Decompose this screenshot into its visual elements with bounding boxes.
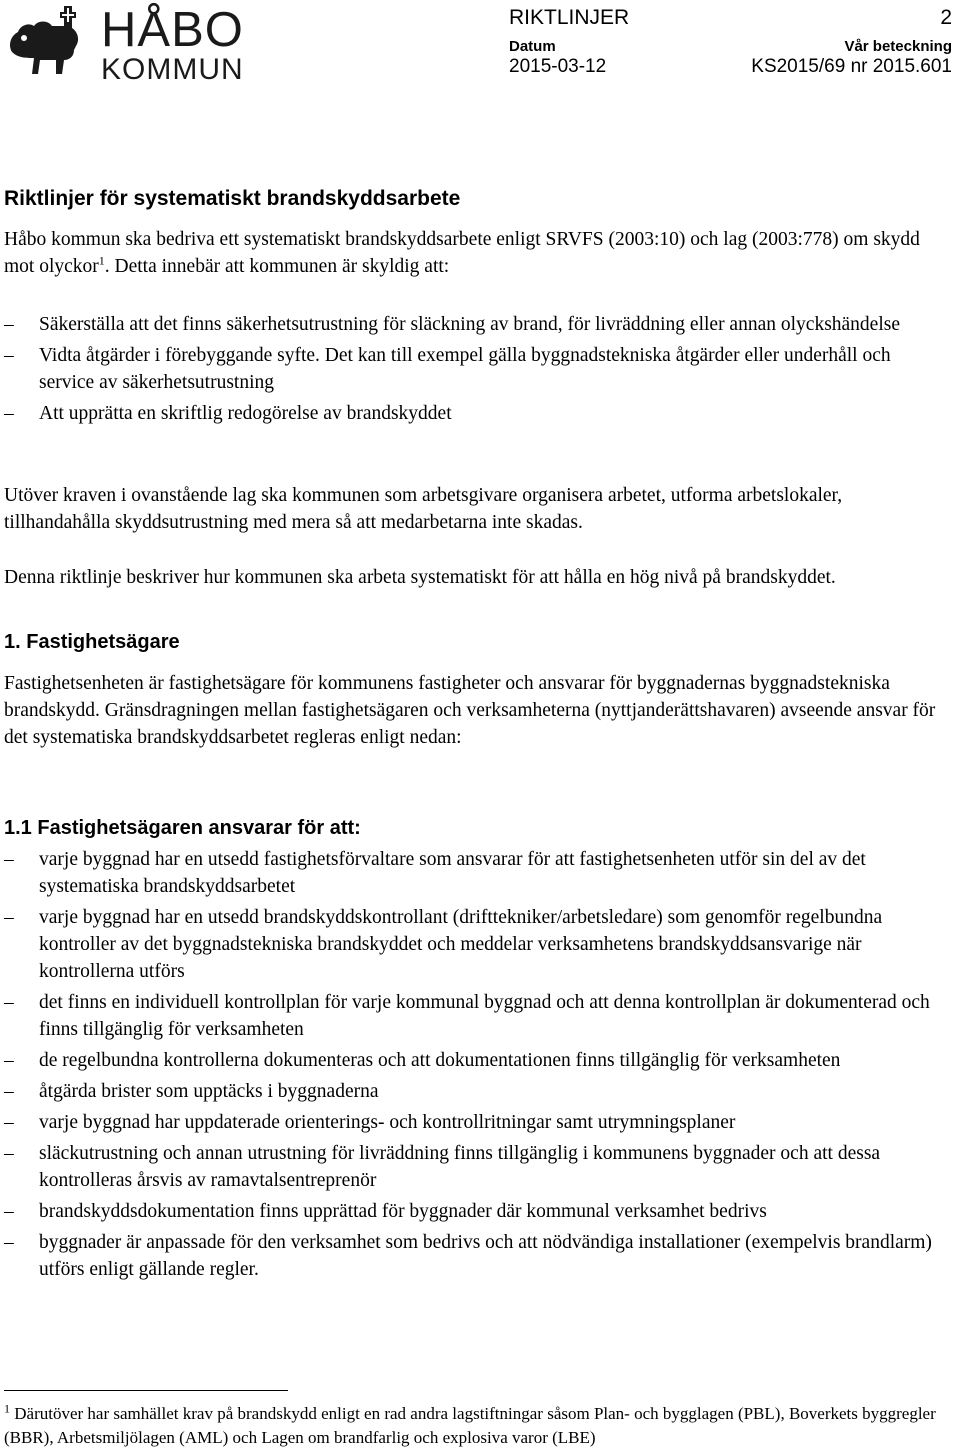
footnote	[4, 1402, 954, 1450]
dash-bullet: –	[4, 403, 14, 424]
dash-bullet: –	[4, 1201, 14, 1222]
date-value: 2015-03-12	[509, 56, 607, 77]
dash-bullet: –	[4, 907, 14, 928]
page-number: 2	[940, 6, 952, 29]
section-1-paragraph: Fastighetsenheten är fastighetsägare för kommunens fastigheter och ansvarar för byggnadernas byggnadstekniska brandskydd. Gränsdragningen mellan fastighetsägaren och verksamheterna (nyttjanderättshavaren) avseende ansvar för det systematiska brandskyddsarbetet regleras enligt nedan:	[4, 673, 936, 748]
dash-bullet: –	[4, 1232, 14, 1253]
intro-text-part1: Håbo kommun ska bedriva ett systematiskt brandskyddsarbete enligt SRVFS (2003:10) och lag (2003:778) om skydd mot olyckor	[4, 229, 920, 277]
list-item: – byggnader är anpassade för den verksamhet som bedrivs och att nödvändiga installationer (exempelvis brandlarm) utförs enligt gällande regler.	[4, 1229, 944, 1283]
list-item: – släckutrustning och annan utrustning för livräddning finns tillgänglig i kommunens byggnader och att dessa kontrolleras årsvis av ramavtalsentreprenör	[4, 1140, 944, 1194]
list-item: – det finns en individuell kontrollplan för varje kommunal byggnad och att denna kontrollplan är dokumenterad och finns tillgänglig för verksamheten	[4, 989, 944, 1043]
dash-bullet: –	[4, 1143, 14, 1164]
dash-bullet: –	[4, 1081, 14, 1102]
logo-wordmark-habo: HÅBO	[101, 3, 244, 57]
logo-wordmark-kommun: KOMMUN	[101, 53, 244, 86]
dash-bullet: –	[4, 849, 14, 870]
list-item: – de regelbundna kontrollerna dokumenteras och att dokumentationen finns tillgänglig för verksamheten	[4, 1047, 944, 1074]
description-paragraph: Denna riktlinje beskriver hur kommunen ska arbeta systematiskt för att hålla en hög nivå på brandskyddet.	[4, 567, 836, 588]
list-item: – varje byggnad har uppdaterade orienterings- och kontrollritningar samt utrymningsplaner	[4, 1109, 944, 1136]
list-item: – Att upprätta en skriftlig redogörelse av brandskyddet	[4, 400, 944, 427]
list-item: – brandskyddsdokumentation finns upprättad för byggnader där kommunal verksamhet bedrivs	[4, 1198, 944, 1225]
habo-kommun-logo	[4, 2, 244, 86]
coat-of-arms-icon	[4, 2, 88, 86]
owner-responsibilities-list	[4, 846, 944, 1287]
dash-bullet: –	[4, 1112, 14, 1133]
dash-bullet: –	[4, 1050, 14, 1071]
duties-list	[4, 311, 944, 431]
dash-bullet: –	[4, 992, 14, 1013]
employer-paragraph: Utöver kraven i ovanstående lag ska kommunen som arbetsgivare organisera arbetet, utforma arbetslokaler, tillhandahålla skyddsutrustning med mera så att medarbetarna inte skadas.	[4, 485, 843, 533]
list-item: – varje byggnad har en utsedd brandskyddskontrollant (drifttekniker/arbetsledare) som genomför regelbundna kontroller av det byggnadstekniska brandskyddet och meddelar verksamhetens brandskyddsansvarige när kontrollerna utförs	[4, 904, 944, 985]
page-title: Riktlinjer för systematiskt brandskyddsarbete	[4, 187, 461, 210]
date-label: Datum	[509, 38, 556, 55]
section-1-heading: 1. Fastighetsägare	[4, 631, 180, 653]
dash-bullet: –	[4, 314, 14, 335]
list-item: – Säkerställa att det finns säkerhetsutrustning för släckning av brand, för livräddning eller annan olyckshändelse	[4, 311, 944, 338]
reference-value: KS2015/69 nr 2015.601	[751, 56, 952, 77]
list-item: – varje byggnad har en utsedd fastighetsförvaltare som ansvarar för att fastighetsenheten utför sin del av det systematiska brandskyddsarbetet	[4, 846, 944, 900]
footnote-number: 1	[4, 1401, 10, 1416]
list-item: – åtgärda brister som upptäcks i byggnaderna	[4, 1078, 944, 1105]
intro-text-part2: . Detta innebär att kommunen är skyldig att:	[104, 256, 450, 277]
document-type: RIKTLINJER	[509, 6, 630, 29]
footnote-text: Därutöver har samhället krav på brandskydd enligt en rad andra lagstiftningar såsom Plan- och bygglagen (PBL), Boverkets byggregler (BBR), Arbetsmiljölagen (AML) och Lagen om brandfarlig och explosiva varor (LBE)	[4, 1404, 936, 1447]
dash-bullet: –	[4, 345, 14, 366]
reference-label: Vår beteckning	[844, 38, 952, 55]
intro-paragraph	[4, 226, 944, 280]
footnote-separator	[4, 1390, 288, 1391]
list-item: – Vidta åtgärder i förebyggande syfte. Det kan till exempel gälla byggnadstekniska åtgärder eller underhåll och service av säkerhetsutrustning	[4, 342, 944, 396]
section-1-1-heading: 1.1 Fastighetsägaren ansvarar för att:	[4, 817, 361, 839]
footnote-reference[interactable]: 1	[98, 253, 105, 268]
